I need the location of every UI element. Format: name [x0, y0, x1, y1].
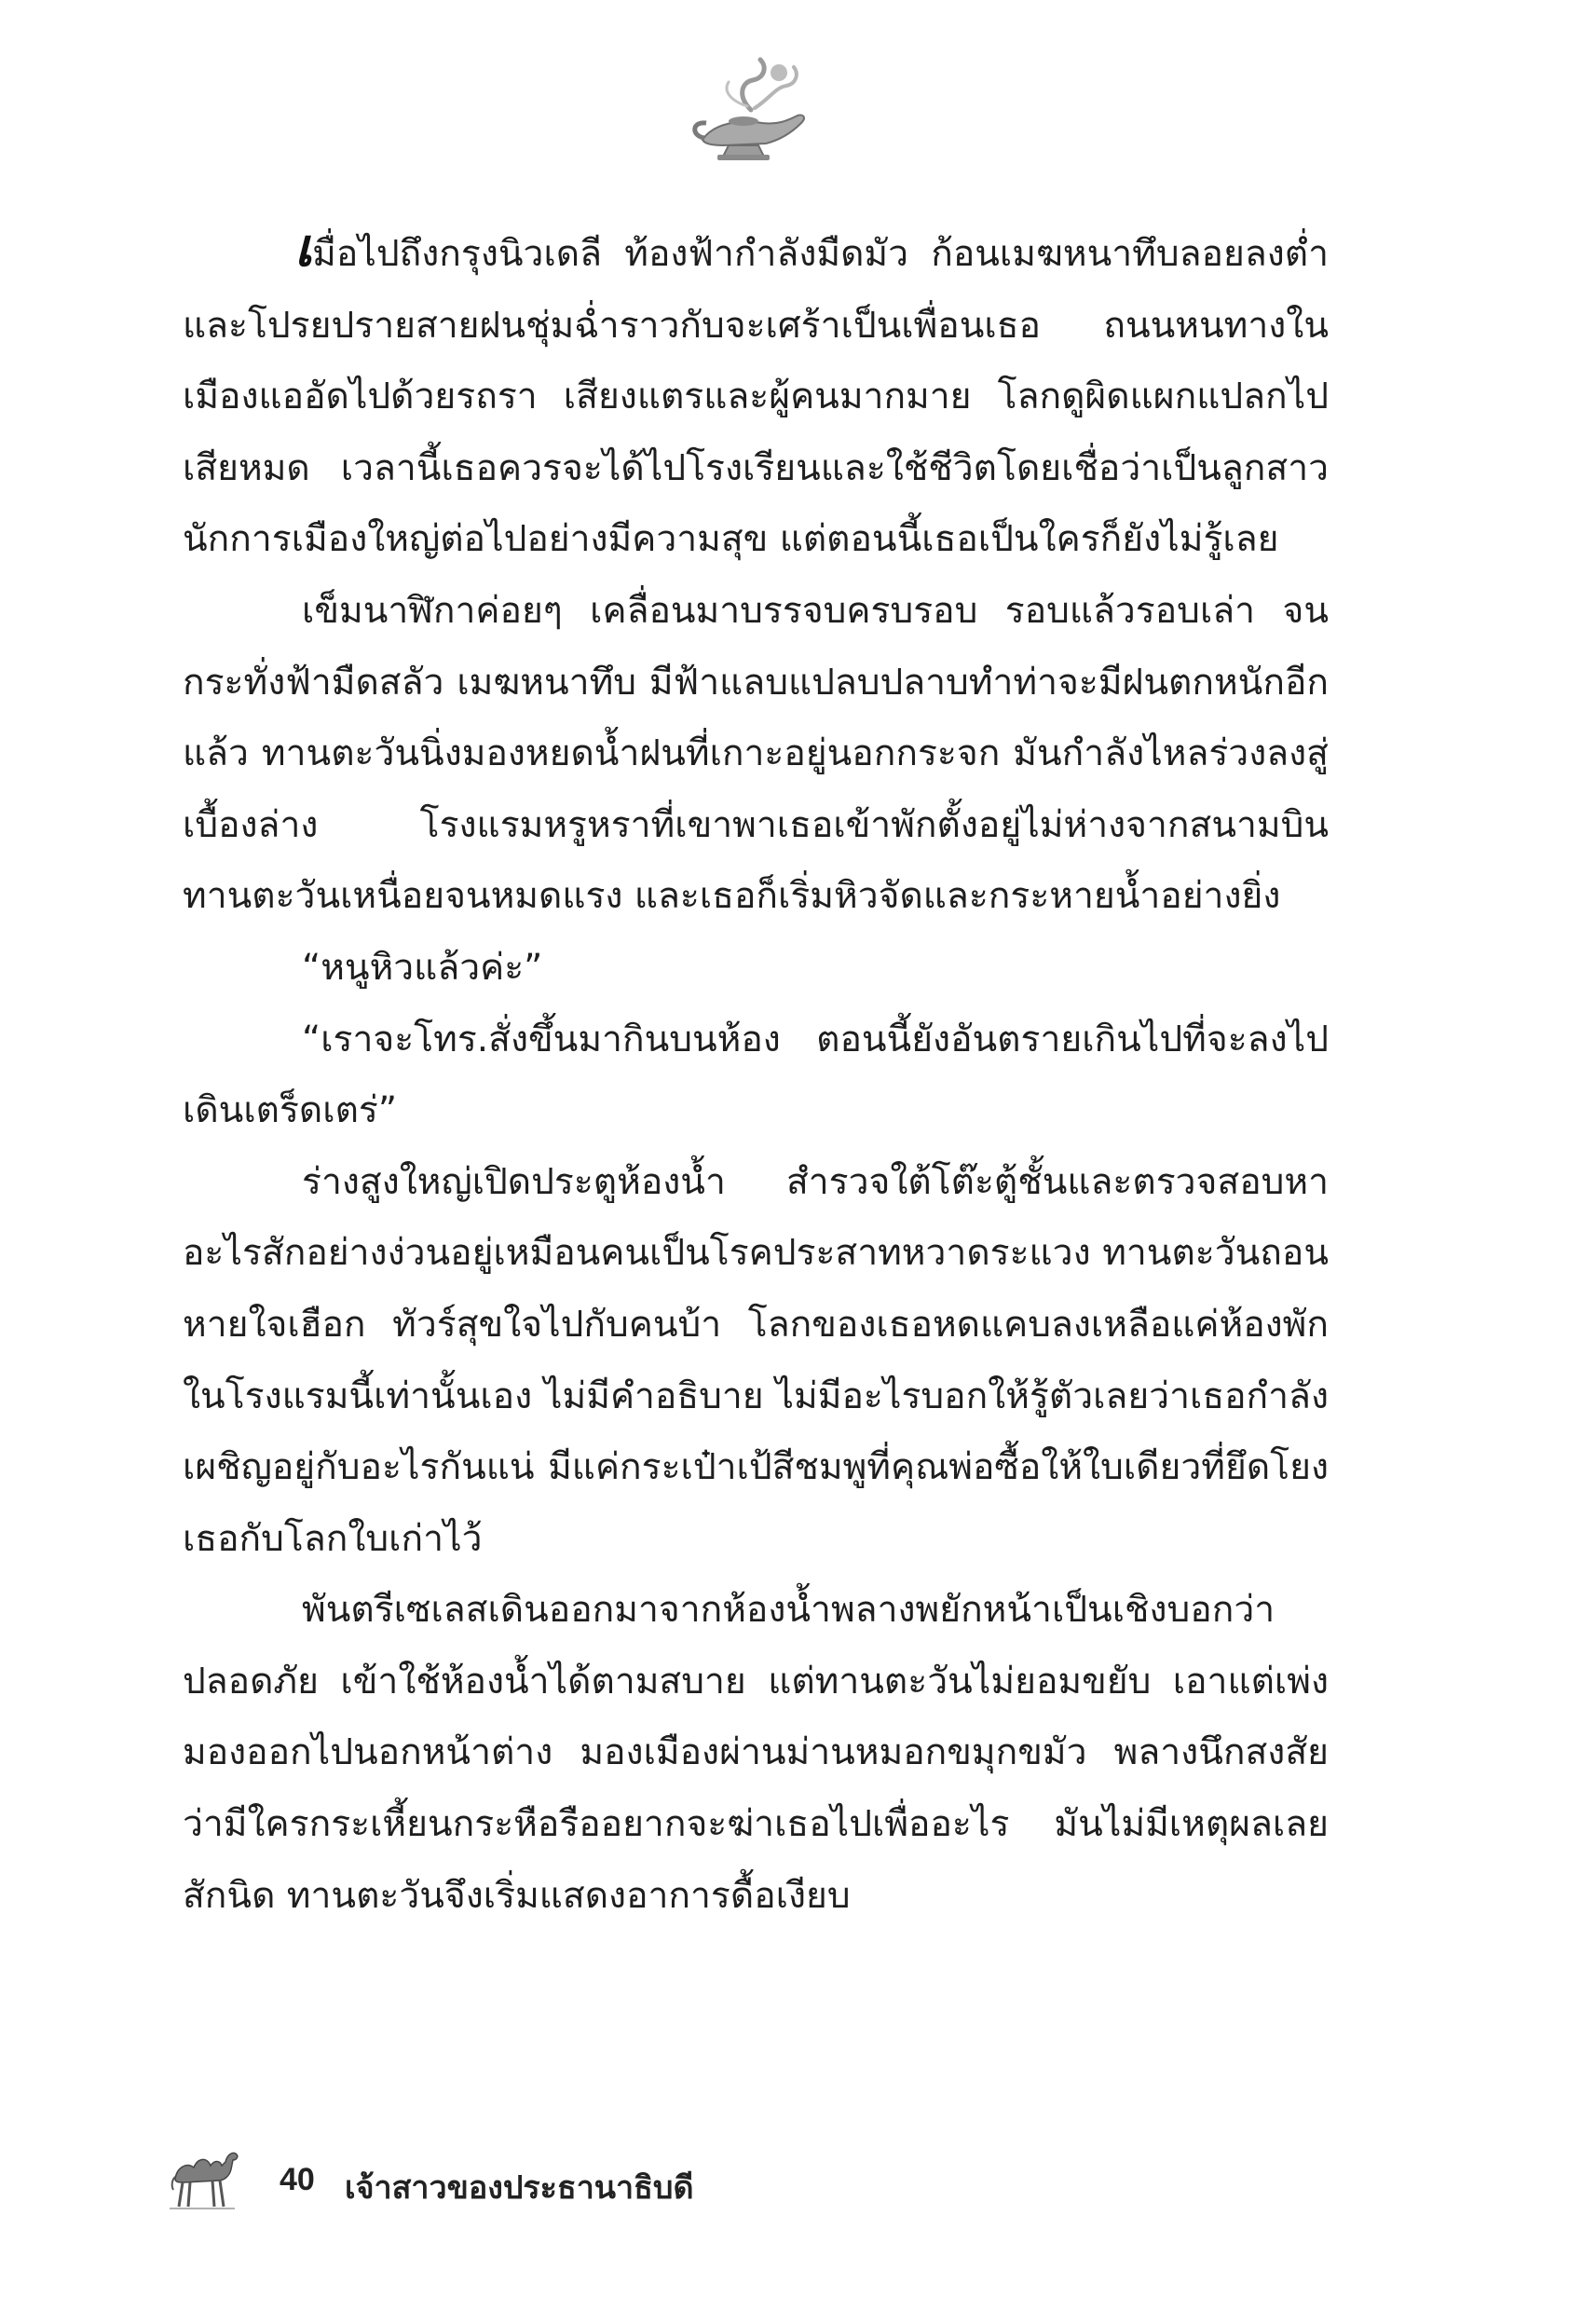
camel-icon — [168, 2143, 242, 2210]
book-title: เจ้าสาวของประธานาธิบดี — [345, 2170, 694, 2206]
drop-cap: เ — [294, 217, 313, 279]
body-text — [183, 212, 1329, 1932]
paragraph: ร่างสูงใหญ่เปิดประตูห้องน้ำ สำรวจใต้โต๊ะตู้ชั้นและตรวจสอบหาอะไรสักอย่างง่วนอยู่เหมือนคนเป็นโรคประสาทหวาดระแวง ทานตะวันถอนหายใจเฮือก ทัวร์สุขใจไปกับคนบ้า โลกของเธอหดแคบลงเหลือแค่ห้องพักในโรงแรมนี้เท่านั้นเอง ไม่มีคำอธิบาย ไม่มีอะไรบอกให้รู้ตัวเลยว่าเธอกำลังเผชิญอยู่กับอะไรกันแน่ มีแค่กระเป๋าเป้สีชมพูที่คุณพ่อซื้อให้ใบเดียวที่ยึดโยงเธอกับโลกใบเก่าไว้ — [183, 1160, 1329, 1560]
paragraph — [183, 212, 1329, 576]
page-footer — [168, 2143, 1006, 2218]
paragraph-text: มื่อไปถึงกรุงนิวเดลี ท้องฟ้ากำลังมืดมัว ก้อนเมฆหนาทึบลอยลงต่ำและโปรยปรายสายฝนชุ่มฉ่ำราวกับจะเศร้าเป็นเพื่อนเธอ ถนนหนทางในเมืองแออัดไปด้วยรถรา เสียงแตรและผู้คนมากมาย โลกดูผิดแผกแปลกไปเสียหมด เวลานี้เธอควรจะได้ไปโรงเรียนและใช้ชีวิตโดยเชื่อว่าเป็นลูกสาวนักการเมืองใหญ่ต่อไปอย่างมีความสุข แต่ตอนนี้เธอเป็นใครก็ยังไม่รู้เลย — [183, 233, 1329, 561]
paragraph: “เราจะโทร.สั่งขึ้นมากินบนห้อง ตอนนี้ยังอันตรายเกินไปที่จะลงไปเดินเตร็ดเตร่” — [183, 1018, 1329, 1132]
genie-lamp-icon — [686, 54, 816, 166]
page-number: 40 — [280, 2162, 315, 2197]
paragraph: พันตรีเซเลสเดินออกมาจากห้องน้ำพลางพยักหน้าเป็นเชิงบอกว่าปลอดภัย เข้าใช้ห้องน้ำได้ตามสบาย แต่ทานตะวันไม่ยอมขยับ เอาแต่เพ่งมองออกไปนอกหน้าต่าง มองเมืองผ่านม่านหมอกขมุกขมัว พลางนึกสงสัยว่ามีใครกระเหี้ยนกระหือรืออยากจะฆ่าเธอไปเพื่ออะไร มันไม่มีเหตุผลเลยสักนิด ทานตะวันจึงเริ่มแสดงอาการดื้อเงียบ — [183, 1589, 1329, 1917]
paragraph: “หนูหิวแล้วค่ะ” — [302, 946, 543, 989]
paragraph: เข็มนาฬิกาค่อยๆ เคลื่อนมาบรรจบครบรอบ รอบแล้วรอบเล่า จนกระทั่งฟ้ามืดสลัว เมฆหนาทึบ มีฟ้าแลบแปลบปลาบทำท่าจะมีฝนตกหนักอีกแล้ว ทานตะวันนิ่งมองหยดน้ำฝนที่เกาะอยู่นอกกระจก มันกำลังไหลร่วงลงสู่เบื้องล่าง โรงแรมหรูหราที่เขาพาเธอเข้าพักตั้งอยู่ไม่ห่างจากสนามบิน ทานตะวันเหนื่อยจนหมดแรง และเธอก็เริ่มหิวจัดและกระหายน้ำอย่างยิ่ง — [183, 589, 1329, 918]
